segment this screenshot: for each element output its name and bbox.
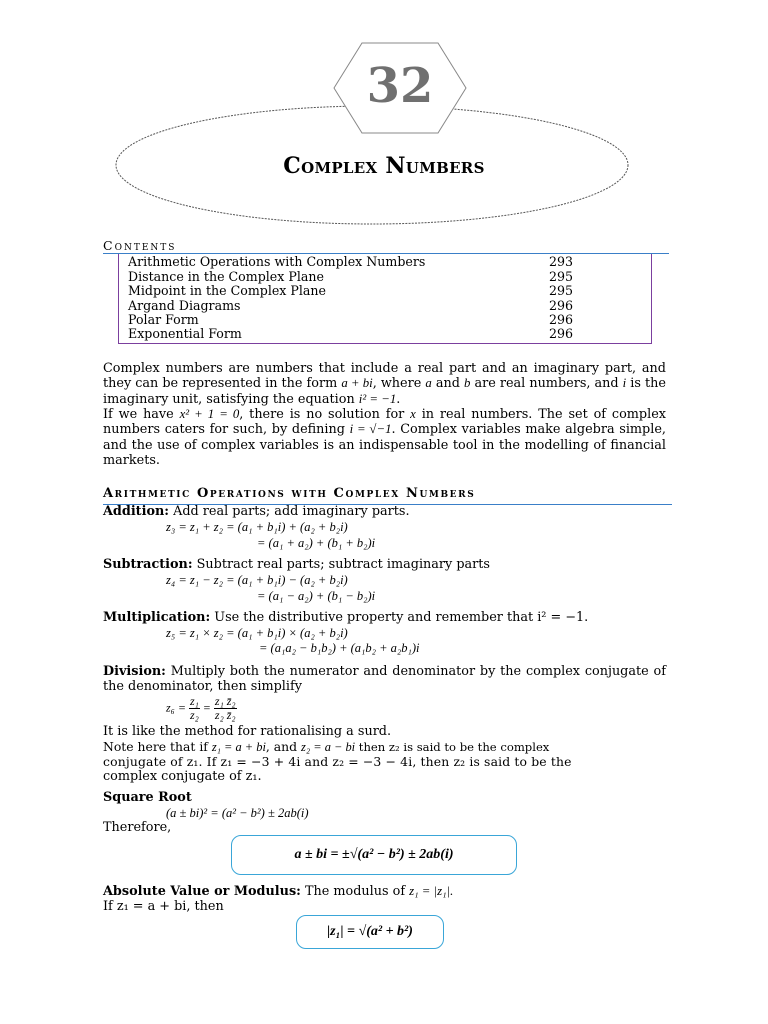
intro-paragraph: Complex numbers are numbers that include a real part and an imaginary part, and they can be represented in the form a + bi, where a and b are real numbers, and i is the imaginary unit, satisfying the equation i² = −1. [103,361,666,407]
multiplication-equation-2: = (a₁a₂ − b₁b₂) + (a₁b₂ + a₂b₁)i [259,641,420,655]
subtraction-equation: z₄ = z₁ − z₂ = (a₁ + b₁i) − (a₂ + b₂i) [166,573,348,587]
subtraction-rule: Subtraction: Subtract real parts; subtract imaginary parts [103,557,490,572]
addition-rule: Addition: Add real parts; add imaginary parts. [103,504,410,519]
square-root-equation: (a ± bi)² = (a² − b²) ± 2ab(i) [166,806,309,820]
chapter-title: Complex Numbers [283,153,485,179]
toc-title: Distance in the Complex Plane [128,269,324,284]
toc-title: Argand Diagrams [128,298,241,313]
chapter-number: 32 [366,58,434,114]
subtraction-equation-2: = (a₁ − a₂) + (b₁ − b₂)i [257,589,376,603]
toc-page: 293 [549,254,574,269]
division-label: Division: [103,664,166,679]
multiplication-label: Multiplication: [103,610,211,625]
division-note: It is like the method for rationalising a surd. [103,724,392,739]
therefore-text: Therefore, [103,820,172,835]
addition-equation: z₃ = z₁ + z₂ = (a₁ + b₁i) + (a₂ + b₂i) [166,520,348,534]
multiplication-rule: Multiplication: Use the distributive property and remember that i² = −1. [103,610,589,625]
toc-page: 296 [549,326,574,341]
square-root-formula-box [231,835,517,875]
conjugate-note: Note here that if z₁ = a + bi, and z₂ = a − bi then z₂ is said to be the complex [103,739,550,754]
chapter-header-decoration [0,0,768,235]
conjugate-example-2: complex conjugate of z₁. [103,769,262,784]
multiplication-equation: z₅ = z₁ × z₂ = (a₁ + b₁i) × (a₂ + b₂i) [166,626,348,640]
toc-page: 295 [549,269,574,284]
square-root-label: Square Root [103,790,192,805]
intro-paragraph-2: If we have x² + 1 = 0, there is no solution for x in real numbers. The set of complex numbers caters for such, by defining i = √−1. Complex variables make algebra simple, and the use of complex variables is an indispensable tool in the modelling of financial markets. [103,407,666,469]
toc-title: Polar Form [128,312,199,327]
toc-title: Exponential Form [128,326,242,341]
toc-page: 296 [549,312,574,327]
modulus-condition: If z₁ = a + bi, then [103,899,224,914]
section-heading: Arithmetic Operations with Complex Numbers [103,486,476,501]
toc-title: Midpoint in the Complex Plane [128,283,326,298]
contents-heading: Contents [103,238,177,253]
conjugate-example: conjugate of z₁. If z₁ = −3 + 4i and z₂ = −3 − 4i, then z₂ is said to be the [103,754,572,769]
toc-page: 296 [549,298,574,313]
modulus-formula-box [296,915,444,949]
toc-page: 295 [549,283,574,298]
division-rule: Division: Multiply both the numerator and denominator by the complex conjugate of the denominator, then simplify [103,664,666,695]
modulus-formula: |z₁| = √(a² + b²) [327,924,413,939]
fraction: $\frac{\text{z₁}}{\text{z₂}}$ [189,694,199,722]
division-equation: z₆ = $\frac{\text{z₁}}{\text{z₂}}$ = $\frac{\text{z₁ z̄₂}}{\text{z₂ z̄₂}}$ [166,694,236,722]
square-root-formula: a ± bi = ±√(a² − b²) ± 2ab(i) [294,847,454,862]
toc-title: Arithmetic Operations with Complex Numbers [128,254,426,269]
addition-label: Addition: [103,504,170,519]
fraction: $\frac{\text{z₁ z̄₂}}{\text{z₂ z̄₂}}$ [214,694,236,722]
modulus-rule: Absolute Value or Modulus: The modulus of z₁ = |z₁|. [103,884,454,899]
modulus-label: Absolute Value or Modulus: [103,884,301,899]
subtraction-label: Subtraction: [103,557,193,572]
addition-equation-2: = (a₁ + a₂) + (b₁ + b₂)i [257,536,376,550]
